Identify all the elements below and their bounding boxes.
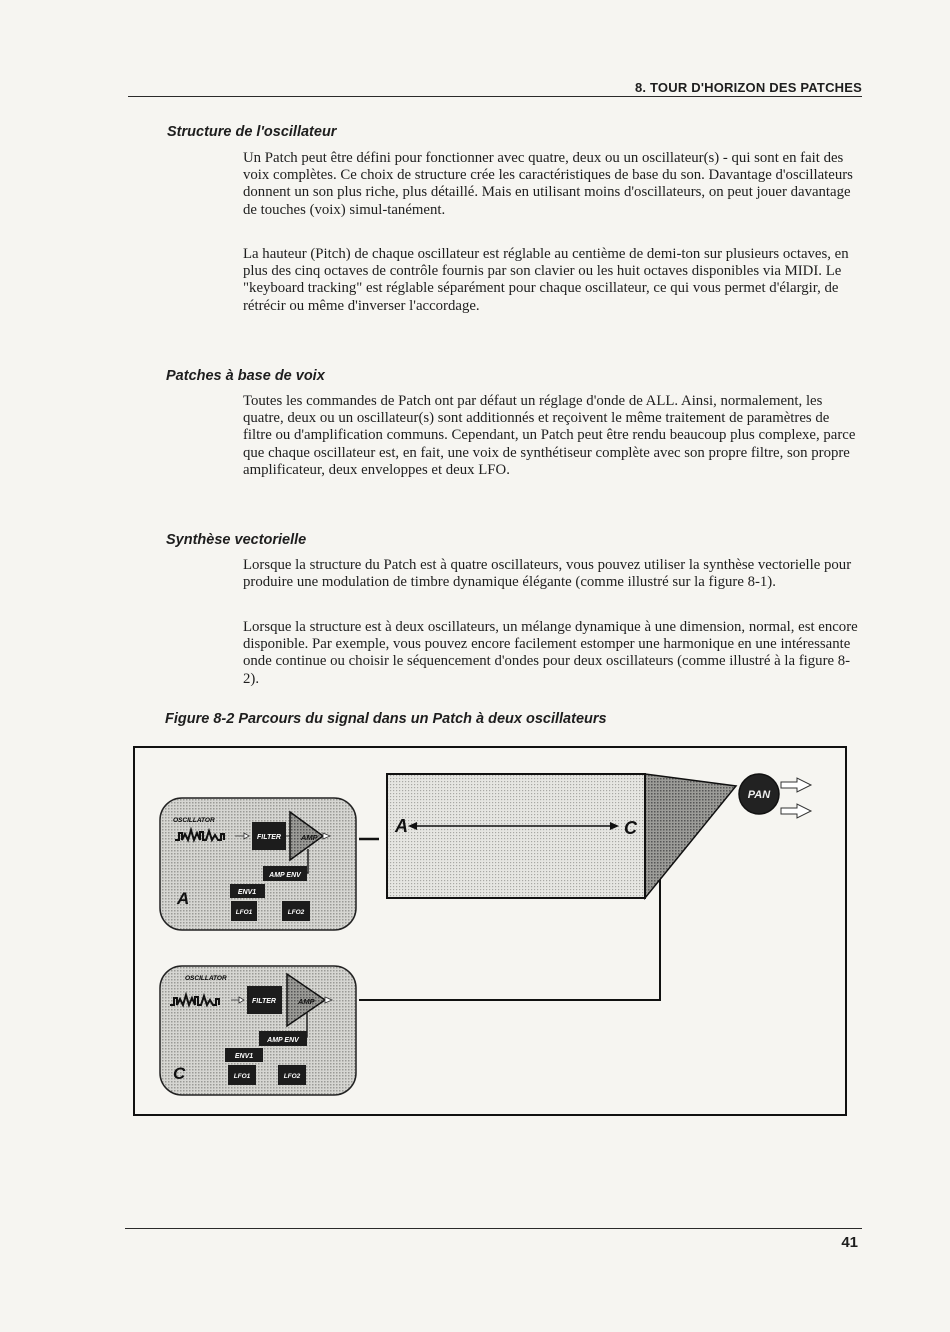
running-header: 8. TOUR D'HORIZON DES PATCHES [634,80,862,95]
osc-c-voice-letter: C [173,1064,186,1083]
mixer-right-label: C [624,818,637,838]
osc-a-oscillator-label: OSCILLATOR [173,817,215,824]
osc-a-amp-label: AMP [301,833,318,842]
paragraph-vector-four-osc: Lorsque la structure du Patch est à quatre oscillateurs, vous pouvez utiliser la synthèse vectorielle pour produire une modulation de timbre dynamique élégante (comme illustré sur la figure 8-1). [243,557,852,591]
mixer-box [387,774,736,898]
mixer-left-label: A [395,816,408,836]
osc-a-voice-letter: A [177,889,190,908]
osc-a-amp-env-label: AMP ENV [269,872,301,879]
page-number: 41 [841,1234,858,1251]
osc-c-amp-label: AMP [298,997,315,1006]
osc-a-lfo1-label: LFO1 [235,909,253,916]
pan-output-arrow-left [781,778,811,792]
osc-c-env1-label: ENV1 [234,1053,254,1060]
osc-c-lfo2-label: LFO2 [283,1073,301,1080]
osc-c-oscillator-label: OSCILLATOR [185,975,227,982]
section-title-vector-synthesis: Synthèse vectorielle [166,532,307,548]
paragraph-voice-patches: Toutes les commandes de Patch ont par défaut un réglage d'onde de ALL. Ainsi, normalement, les quatre, deux ou un oscillateur(s) sont additionnés et reçoivent le même traitement de paramètres de filtre ou d'amplification communs. Cependant, un Patch peut être rendu beaucoup plus complexe, parce que chaque oscillateur est, en fait, une voix de synthétiseur complète avec son propre filtre, son propre amplificateur, deux enveloppes et deux LFO. [243,393,856,478]
pan-output-arrow-right [781,804,811,818]
osc-c-amp-env-label: AMP ENV [267,1037,299,1044]
paragraph-oscillator-voices: Un Patch peut être défini pour fonctionner avec quatre, deux ou un oscillateur(s) - qui sont en fait des voix complètes. Ce choix de structure crée les caractéristiques de base du son. Davantage d'oscillateurs donnent un son plus riche, plus détaillé. Mais en utilisant moins d'oscillateurs, on peut jouer davantage de touches (voix) simul-tanément. [243,150,853,218]
mixer-funnel [645,774,736,898]
header-rule [128,96,862,97]
signal-path-diagram [133,746,847,1116]
footer-rule [125,1228,862,1229]
osc-a-lfo2-label: LFO2 [287,909,305,916]
section-title-oscillator-structure: Structure de l'oscillateur [167,124,337,140]
osc-c-lfo1-label: LFO1 [233,1073,251,1080]
paragraph-vector-two-osc: Lorsque la structure est à deux oscillateurs, un mélange dynamique à une dimension, normal, est encore disponible. Par exemple, vous pouvez encore facilement estomper une harmonique en une intéressante onde continue ou choisir le séquencement d'ondes pour deux oscillateurs (comme illustré à la figure 8-2). [243,619,858,687]
oscillator-a-module [160,798,356,930]
signal-path-svg [135,748,849,1118]
oscillator-c-module [160,966,356,1095]
figure-caption: Figure 8-2 Parcours du signal dans un Patch à deux oscillateurs [165,711,607,727]
section-title-voice-patches: Patches à base de voix [166,368,325,384]
osc-a-filter-label: FILTER [257,834,281,841]
osc-a-env1-label: ENV1 [237,889,257,896]
osc-c-filter-label: FILTER [252,998,276,1005]
pan-label: PAN [747,789,771,801]
paragraph-oscillator-pitch: La hauteur (Pitch) de chaque oscillateur est réglable au centième de demi-ton sur plusieurs octaves, en plus des cinq octaves de contrôle fournis par son clavier ou les huit octaves disponibles via MIDI. Le "keyboard tracking" est réglable séparément pour chaque oscillateur, ce qui vous permet d'élargir, de rétrécir ou même d'inverser l'accordage. [243,246,849,314]
